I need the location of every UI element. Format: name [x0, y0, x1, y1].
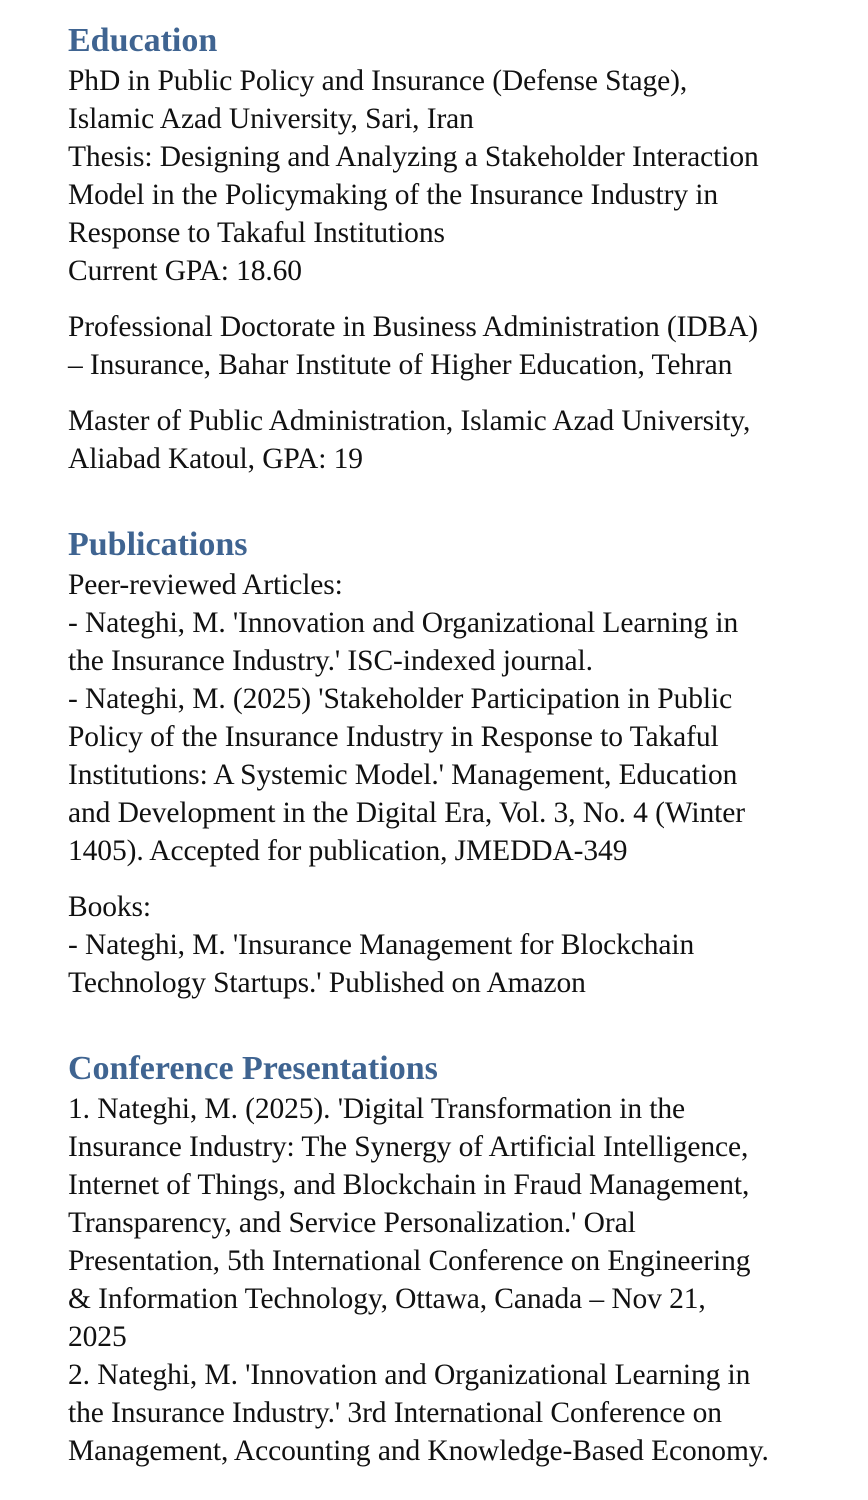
publications-section [68, 524, 858, 1002]
conferences-entries: 1. Nateghi, M. (2025). 'Digital Transformation in the Insurance Industry: The Synergy of Artificial Intelligence, Internet of Things, and Blockchain in Fraud Management, Transparency, and Service Personalization.' Oral Presentation, 5th International Conference on Engineering & Information Technology, Ottawa, Canada – Nov 21, 2025 2. Nateghi, M. 'Innovation and Organizational Learning in the Insurance Industry.' 3rd International Conference on Management, Accounting and Knowledge-Based Economy. [68, 1093, 769, 1467]
education-heading: Education [68, 22, 218, 59]
publications-books: Books: - Nateghi, M. 'Insurance Management for Blockchain Technology Startups.' Published on Amazon [68, 891, 695, 999]
conferences-heading: Conference Presentations [68, 1050, 438, 1087]
publications-articles: Peer-reviewed Articles: - Nateghi, M. 'Innovation and Organizational Learning in the Insurance Industry.' ISC-indexed journal. - Nateghi, M. (2025) 'Stakeholder Participation in Public Policy of the Insurance Industry in Response to Takaful Institutions: A Systemic Model.' Management, Education and Development in the Digital Era, Vol. 3, No. 4 (Winter 1405). Accepted for publication, JMEDDA-349 [68, 569, 745, 867]
education-section [68, 20, 858, 478]
education-entry-phd: PhD in Public Policy and Insurance (Defense Stage), Islamic Azad University, Sari, Iran Thesis: Designing and Analyzing a Stakeholder Interaction Model in the Policymaking of the Insurance Industry in Response to Takaful Institutions Current GPA: 18.60 [68, 65, 759, 287]
conferences-section [68, 1048, 858, 1470]
publications-heading: Publications [68, 526, 248, 563]
education-entry-mpa: Master of Public Administration, Islamic Azad University, Aliabad Katoul, GPA: 19 [68, 405, 751, 475]
education-entry-idba: Professional Doctorate in Business Administration (IDBA) – Insurance, Bahar Institute of Higher Education, Tehran [68, 311, 759, 381]
